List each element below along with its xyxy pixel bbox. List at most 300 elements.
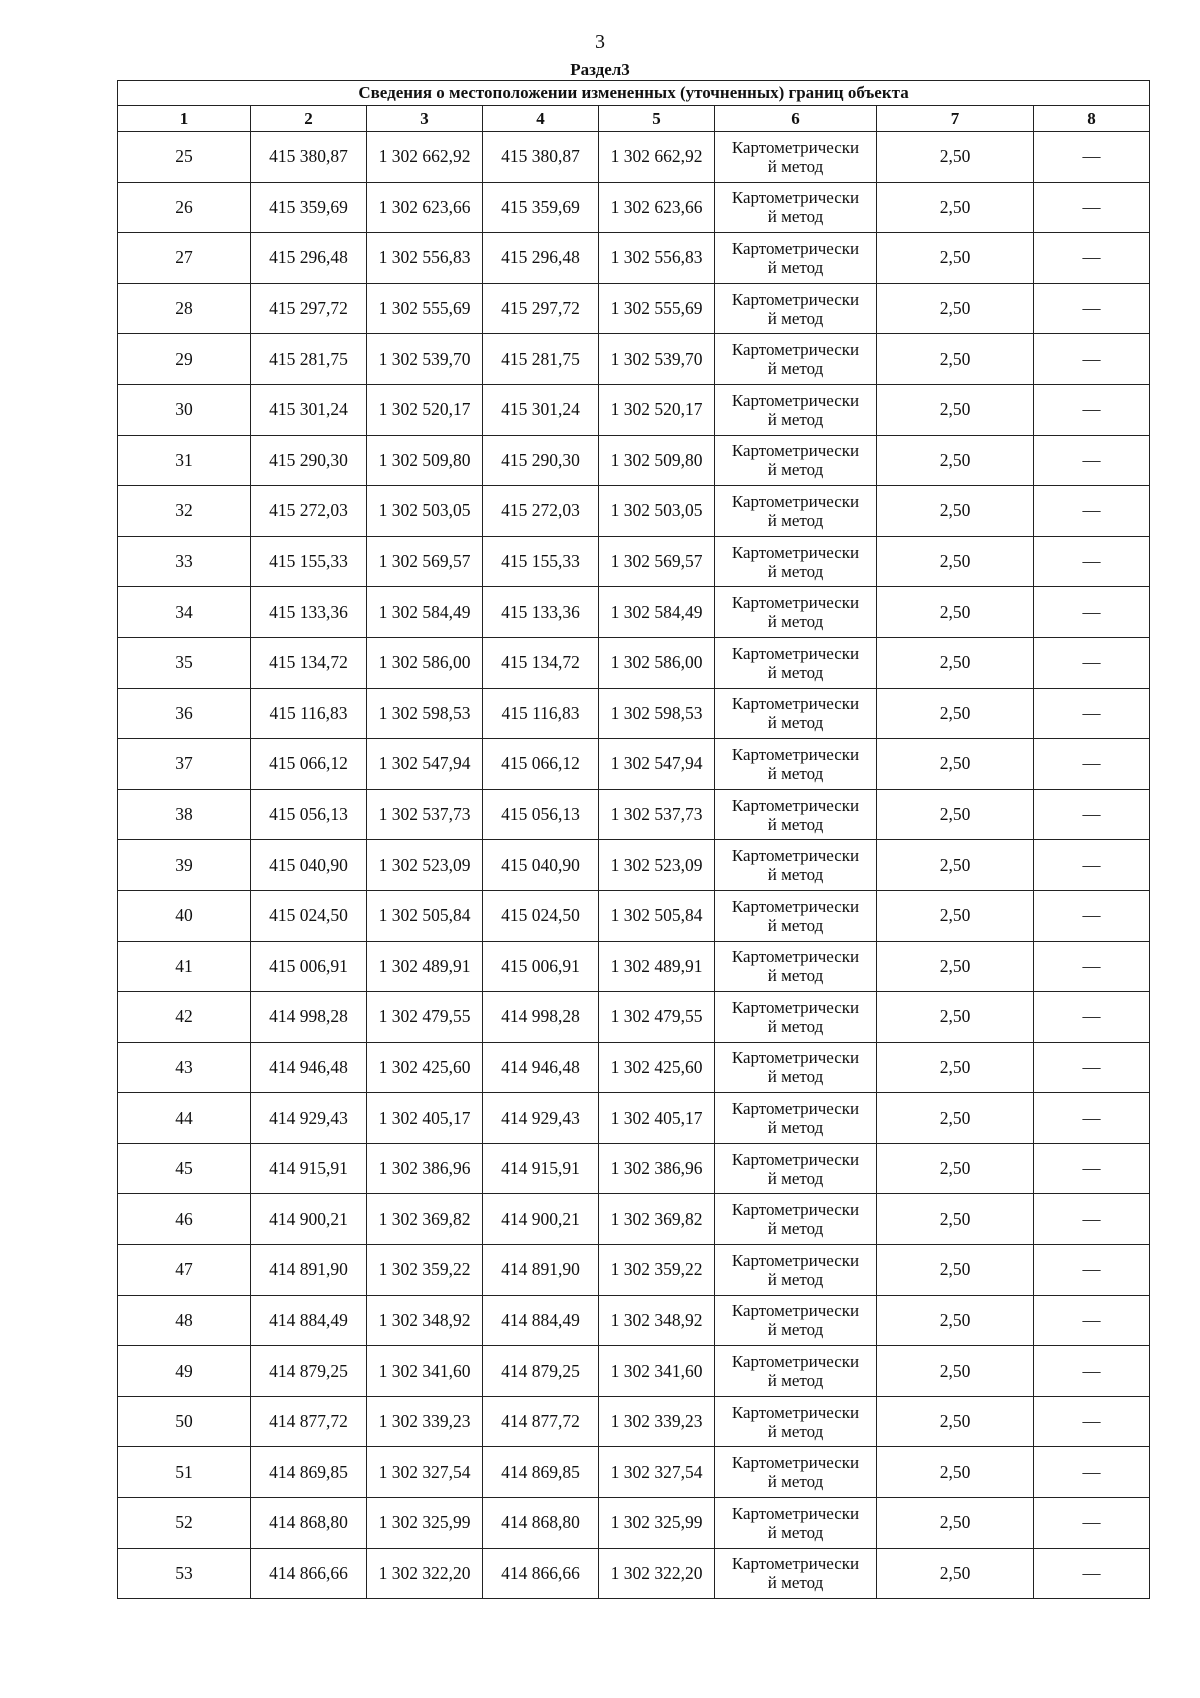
method-line: Картометрически [731,238,860,258]
x-refined-cell: 414 891,90 [483,1245,599,1296]
y-existing-cell: 1 302 569,57 [367,536,483,587]
method-line: й метод [767,1269,824,1289]
section-title: Раздел3 [570,60,630,79]
x-refined-cell: 415 380,87 [483,132,599,183]
x-existing-cell: 415 359,69 [251,182,367,233]
column-number: 2 [251,106,367,132]
method-cell [715,1295,877,1346]
method-cell [715,1093,877,1144]
column-number: 5 [599,106,715,132]
y-existing-cell: 1 302 348,92 [367,1295,483,1346]
accuracy-cell: 2,50 [877,637,1034,688]
method-line: Картометрически [731,694,860,714]
accuracy-cell: 2,50 [877,1143,1034,1194]
table-row [118,890,1150,941]
table-row [118,1548,1150,1599]
column-number: 6 [715,106,877,132]
method-cell [715,941,877,992]
y-existing-cell: 1 302 539,70 [367,334,483,385]
column-number: 3 [367,106,483,132]
x-refined-cell: 415 359,69 [483,182,599,233]
dash-cell: — [1034,1295,1150,1346]
method-cell [715,637,877,688]
method-line: й метод [767,207,824,227]
dash-cell: — [1034,132,1150,183]
accuracy-cell: 2,50 [877,941,1034,992]
method-line: й метод [767,460,824,480]
x-refined-cell: 415 134,72 [483,637,599,688]
y-refined-cell: 1 302 555,69 [599,283,715,334]
accuracy-cell: 2,50 [877,587,1034,638]
x-existing-cell: 415 133,36 [251,587,367,638]
x-existing-cell: 415 040,90 [251,840,367,891]
method-cell [715,789,877,840]
method-cell [715,283,877,334]
method-line: Картометрически [731,795,860,815]
dash-cell: — [1034,1396,1150,1447]
y-refined-cell: 1 302 598,53 [599,688,715,739]
x-refined-cell: 415 155,33 [483,536,599,587]
x-existing-cell: 414 891,90 [251,1245,367,1296]
dash-cell: — [1034,1498,1150,1549]
table-caption-row [118,81,1150,106]
point-number-cell: 37 [118,739,251,790]
y-existing-cell: 1 302 405,17 [367,1093,483,1144]
method-line: Картометрически [731,542,860,562]
method-line: й метод [767,1371,824,1391]
x-existing-cell: 414 998,28 [251,992,367,1043]
method-line: й метод [767,1067,824,1087]
method-line: Картометрически [731,1554,860,1574]
x-existing-cell: 415 155,33 [251,536,367,587]
x-existing-cell: 414 879,25 [251,1346,367,1397]
y-existing-cell: 1 302 623,66 [367,182,483,233]
method-cell [715,334,877,385]
y-refined-cell: 1 302 327,54 [599,1447,715,1498]
method-line: й метод [767,1016,824,1036]
y-existing-cell: 1 302 325,99 [367,1498,483,1549]
table-body [118,132,1150,1599]
method-cell [715,890,877,941]
point-number-cell: 41 [118,941,251,992]
table-row [118,1042,1150,1093]
accuracy-cell: 2,50 [877,1295,1034,1346]
accuracy-cell: 2,50 [877,992,1034,1043]
method-cell [715,435,877,486]
accuracy-cell: 2,50 [877,334,1034,385]
x-refined-cell: 414 946,48 [483,1042,599,1093]
accuracy-cell: 2,50 [877,182,1034,233]
y-existing-cell: 1 302 586,00 [367,637,483,688]
table-row [118,1143,1150,1194]
x-refined-cell: 415 040,90 [483,840,599,891]
y-refined-cell: 1 302 523,09 [599,840,715,891]
x-existing-cell: 415 066,12 [251,739,367,790]
point-number-cell: 40 [118,890,251,941]
accuracy-cell: 2,50 [877,132,1034,183]
x-existing-cell: 415 301,24 [251,384,367,435]
method-line: й метод [767,915,824,935]
point-number-cell: 47 [118,1245,251,1296]
method-line: й метод [767,257,824,277]
dash-cell: — [1034,182,1150,233]
method-line: Картометрически [731,390,860,410]
x-refined-cell: 415 272,03 [483,486,599,537]
y-existing-cell: 1 302 339,23 [367,1396,483,1447]
x-refined-cell: 415 006,91 [483,941,599,992]
y-refined-cell: 1 302 479,55 [599,992,715,1043]
method-line: й метод [767,763,824,783]
method-line: й метод [767,1472,824,1492]
table-row [118,992,1150,1043]
x-refined-cell: 414 866,66 [483,1548,599,1599]
method-line: Картометрически [731,289,860,309]
column-number: 4 [483,106,599,132]
method-cell [715,1042,877,1093]
table-row [118,789,1150,840]
y-refined-cell: 1 302 547,94 [599,739,715,790]
accuracy-cell: 2,50 [877,486,1034,537]
method-line: й метод [767,612,824,632]
y-existing-cell: 1 302 425,60 [367,1042,483,1093]
x-existing-cell: 415 134,72 [251,637,367,688]
y-refined-cell: 1 302 520,17 [599,384,715,435]
dash-cell: — [1034,486,1150,537]
point-number-cell: 46 [118,1194,251,1245]
dash-cell: — [1034,384,1150,435]
dash-cell: — [1034,334,1150,385]
x-existing-cell: 414 868,80 [251,1498,367,1549]
y-refined-cell: 1 302 584,49 [599,587,715,638]
x-existing-cell: 414 866,66 [251,1548,367,1599]
accuracy-cell: 2,50 [877,1194,1034,1245]
point-number-cell: 53 [118,1548,251,1599]
method-cell [715,739,877,790]
method-cell [715,1447,877,1498]
accuracy-cell: 2,50 [877,233,1034,284]
accuracy-cell: 2,50 [877,1042,1034,1093]
x-existing-cell: 415 272,03 [251,486,367,537]
method-line: Картометрически [731,137,860,157]
method-cell [715,992,877,1043]
point-number-cell: 38 [118,789,251,840]
x-existing-cell: 415 024,50 [251,890,367,941]
x-refined-cell: 414 998,28 [483,992,599,1043]
method-line: й метод [767,359,824,379]
accuracy-cell: 2,50 [877,283,1034,334]
point-number-cell: 50 [118,1396,251,1447]
method-line: й метод [767,308,824,328]
x-refined-cell: 414 915,91 [483,1143,599,1194]
point-number-cell: 26 [118,182,251,233]
x-existing-cell: 415 297,72 [251,283,367,334]
y-refined-cell: 1 302 369,82 [599,1194,715,1245]
method-line: Картометрически [731,491,860,511]
y-refined-cell: 1 302 322,20 [599,1548,715,1599]
method-line: й метод [767,156,824,176]
point-number-cell: 32 [118,486,251,537]
x-existing-cell: 414 869,85 [251,1447,367,1498]
point-number-cell: 35 [118,637,251,688]
method-cell [715,587,877,638]
coordinates-table [117,80,1150,1599]
point-number-cell: 44 [118,1093,251,1144]
y-refined-cell: 1 302 586,00 [599,637,715,688]
method-cell [715,1245,877,1296]
method-line: Картометрически [731,1048,860,1068]
method-line: Картометрически [731,1301,860,1321]
table-row [118,1498,1150,1549]
method-cell [715,1346,877,1397]
x-refined-cell: 415 024,50 [483,890,599,941]
y-refined-cell: 1 302 662,92 [599,132,715,183]
point-number-cell: 31 [118,435,251,486]
dash-cell: — [1034,840,1150,891]
y-refined-cell: 1 302 503,05 [599,486,715,537]
method-line: й метод [767,1421,824,1441]
method-line: Картометрически [731,947,860,967]
dash-cell: — [1034,1194,1150,1245]
table-row [118,435,1150,486]
table-row [118,941,1150,992]
x-existing-cell: 415 290,30 [251,435,367,486]
dash-cell: — [1034,1548,1150,1599]
accuracy-cell: 2,50 [877,1093,1034,1144]
dash-cell: — [1034,283,1150,334]
method-cell [715,840,877,891]
table-row [118,1245,1150,1296]
x-existing-cell: 414 915,91 [251,1143,367,1194]
y-existing-cell: 1 302 537,73 [367,789,483,840]
y-refined-cell: 1 302 489,91 [599,941,715,992]
point-number-cell: 28 [118,283,251,334]
dash-cell: — [1034,1042,1150,1093]
point-number-cell: 45 [118,1143,251,1194]
x-refined-cell: 415 281,75 [483,334,599,385]
method-line: й метод [767,1522,824,1542]
x-refined-cell: 415 301,24 [483,384,599,435]
y-existing-cell: 1 302 555,69 [367,283,483,334]
method-line: Картометрически [731,1099,860,1119]
point-number-cell: 49 [118,1346,251,1397]
method-line: Картометрически [731,340,860,360]
table-row [118,1447,1150,1498]
table-row [118,1093,1150,1144]
method-line: й метод [767,1573,824,1593]
method-line: Картометрически [731,1149,860,1169]
x-existing-cell: 415 056,13 [251,789,367,840]
accuracy-cell: 2,50 [877,1245,1034,1296]
x-refined-cell: 414 929,43 [483,1093,599,1144]
dash-cell: — [1034,536,1150,587]
method-line: Картометрически [731,643,860,663]
x-refined-cell: 415 066,12 [483,739,599,790]
x-existing-cell: 415 296,48 [251,233,367,284]
method-cell [715,1396,877,1447]
table-row [118,1194,1150,1245]
y-existing-cell: 1 302 523,09 [367,840,483,891]
accuracy-cell: 2,50 [877,688,1034,739]
method-line: й метод [767,966,824,986]
method-line: Картометрически [731,846,860,866]
y-existing-cell: 1 302 489,91 [367,941,483,992]
method-cell [715,536,877,587]
x-refined-cell: 414 900,21 [483,1194,599,1245]
table-row [118,233,1150,284]
dash-cell: — [1034,587,1150,638]
method-line: Картометрически [731,593,860,613]
accuracy-cell: 2,50 [877,789,1034,840]
y-refined-cell: 1 302 425,60 [599,1042,715,1093]
method-line: Картометрически [731,1503,860,1523]
method-line: Картометрически [731,896,860,916]
y-existing-cell: 1 302 598,53 [367,688,483,739]
accuracy-cell: 2,50 [877,840,1034,891]
method-cell [715,132,877,183]
x-existing-cell: 414 900,21 [251,1194,367,1245]
table-row [118,637,1150,688]
method-line: Картометрически [731,997,860,1017]
y-existing-cell: 1 302 386,96 [367,1143,483,1194]
dash-cell: — [1034,637,1150,688]
method-line: й метод [767,865,824,885]
y-existing-cell: 1 302 503,05 [367,486,483,537]
method-line: Картометрически [731,1402,860,1422]
x-refined-cell: 415 296,48 [483,233,599,284]
method-line: й метод [767,1219,824,1239]
y-refined-cell: 1 302 556,83 [599,233,715,284]
point-number-cell: 34 [118,587,251,638]
method-cell [715,233,877,284]
page-number: 3 [595,31,605,53]
x-refined-cell: 414 869,85 [483,1447,599,1498]
method-line: Картометрически [731,1453,860,1473]
method-line: Картометрически [731,744,860,764]
column-number-row [118,106,1150,132]
x-existing-cell: 415 281,75 [251,334,367,385]
method-line: й метод [767,561,824,581]
method-line: й метод [767,814,824,834]
table-row [118,1346,1150,1397]
x-refined-cell: 414 877,72 [483,1396,599,1447]
point-number-cell: 29 [118,334,251,385]
dash-cell: — [1034,739,1150,790]
dash-cell: — [1034,1143,1150,1194]
dash-cell: — [1034,890,1150,941]
method-line: Картометрически [731,1352,860,1372]
column-number: 8 [1034,106,1150,132]
x-refined-cell: 415 116,83 [483,688,599,739]
y-existing-cell: 1 302 520,17 [367,384,483,435]
method-line: Картометрически [731,188,860,208]
y-refined-cell: 1 302 341,60 [599,1346,715,1397]
y-refined-cell: 1 302 509,80 [599,435,715,486]
x-refined-cell: 414 868,80 [483,1498,599,1549]
table-row [118,132,1150,183]
accuracy-cell: 2,50 [877,435,1034,486]
y-existing-cell: 1 302 509,80 [367,435,483,486]
x-refined-cell: 415 133,36 [483,587,599,638]
x-existing-cell: 414 884,49 [251,1295,367,1346]
x-refined-cell: 415 297,72 [483,283,599,334]
y-existing-cell: 1 302 584,49 [367,587,483,638]
accuracy-cell: 2,50 [877,739,1034,790]
y-refined-cell: 1 302 505,84 [599,890,715,941]
y-refined-cell: 1 302 339,23 [599,1396,715,1447]
y-existing-cell: 1 302 479,55 [367,992,483,1043]
table-row [118,283,1150,334]
method-line: Картометрически [731,441,860,461]
accuracy-cell: 2,50 [877,1346,1034,1397]
x-existing-cell: 415 116,83 [251,688,367,739]
table-row [118,536,1150,587]
table-row [118,739,1150,790]
x-refined-cell: 415 290,30 [483,435,599,486]
dash-cell: — [1034,789,1150,840]
x-refined-cell: 415 056,13 [483,789,599,840]
accuracy-cell: 2,50 [877,536,1034,587]
dash-cell: — [1034,1346,1150,1397]
method-line: Картометрически [731,1250,860,1270]
y-refined-cell: 1 302 537,73 [599,789,715,840]
y-refined-cell: 1 302 623,66 [599,182,715,233]
y-existing-cell: 1 302 556,83 [367,233,483,284]
method-cell [715,486,877,537]
dash-cell: — [1034,435,1150,486]
x-existing-cell: 414 877,72 [251,1396,367,1447]
dash-cell: — [1034,233,1150,284]
y-refined-cell: 1 302 386,96 [599,1143,715,1194]
column-number: 7 [877,106,1034,132]
y-refined-cell: 1 302 359,22 [599,1245,715,1296]
point-number-cell: 43 [118,1042,251,1093]
method-line: й метод [767,1320,824,1340]
accuracy-cell: 2,50 [877,890,1034,941]
method-line: й метод [767,1168,824,1188]
y-refined-cell: 1 302 325,99 [599,1498,715,1549]
point-number-cell: 30 [118,384,251,435]
y-existing-cell: 1 302 341,60 [367,1346,483,1397]
table-row [118,486,1150,537]
point-number-cell: 51 [118,1447,251,1498]
point-number-cell: 52 [118,1498,251,1549]
method-cell [715,1143,877,1194]
y-existing-cell: 1 302 359,22 [367,1245,483,1296]
accuracy-cell: 2,50 [877,1396,1034,1447]
table-row [118,334,1150,385]
y-refined-cell: 1 302 569,57 [599,536,715,587]
y-refined-cell: 1 302 348,92 [599,1295,715,1346]
method-line: й метод [767,1118,824,1138]
x-existing-cell: 414 929,43 [251,1093,367,1144]
point-number-cell: 48 [118,1295,251,1346]
point-number-cell: 25 [118,132,251,183]
dash-cell: — [1034,941,1150,992]
point-number-cell: 36 [118,688,251,739]
table-row [118,587,1150,638]
y-existing-cell: 1 302 547,94 [367,739,483,790]
y-existing-cell: 1 302 327,54 [367,1447,483,1498]
method-cell [715,182,877,233]
table-row [118,1295,1150,1346]
table-row [118,1396,1150,1447]
table-row [118,182,1150,233]
y-refined-cell: 1 302 539,70 [599,334,715,385]
y-refined-cell: 1 302 405,17 [599,1093,715,1144]
method-cell [715,384,877,435]
point-number-cell: 42 [118,992,251,1043]
table-row [118,840,1150,891]
